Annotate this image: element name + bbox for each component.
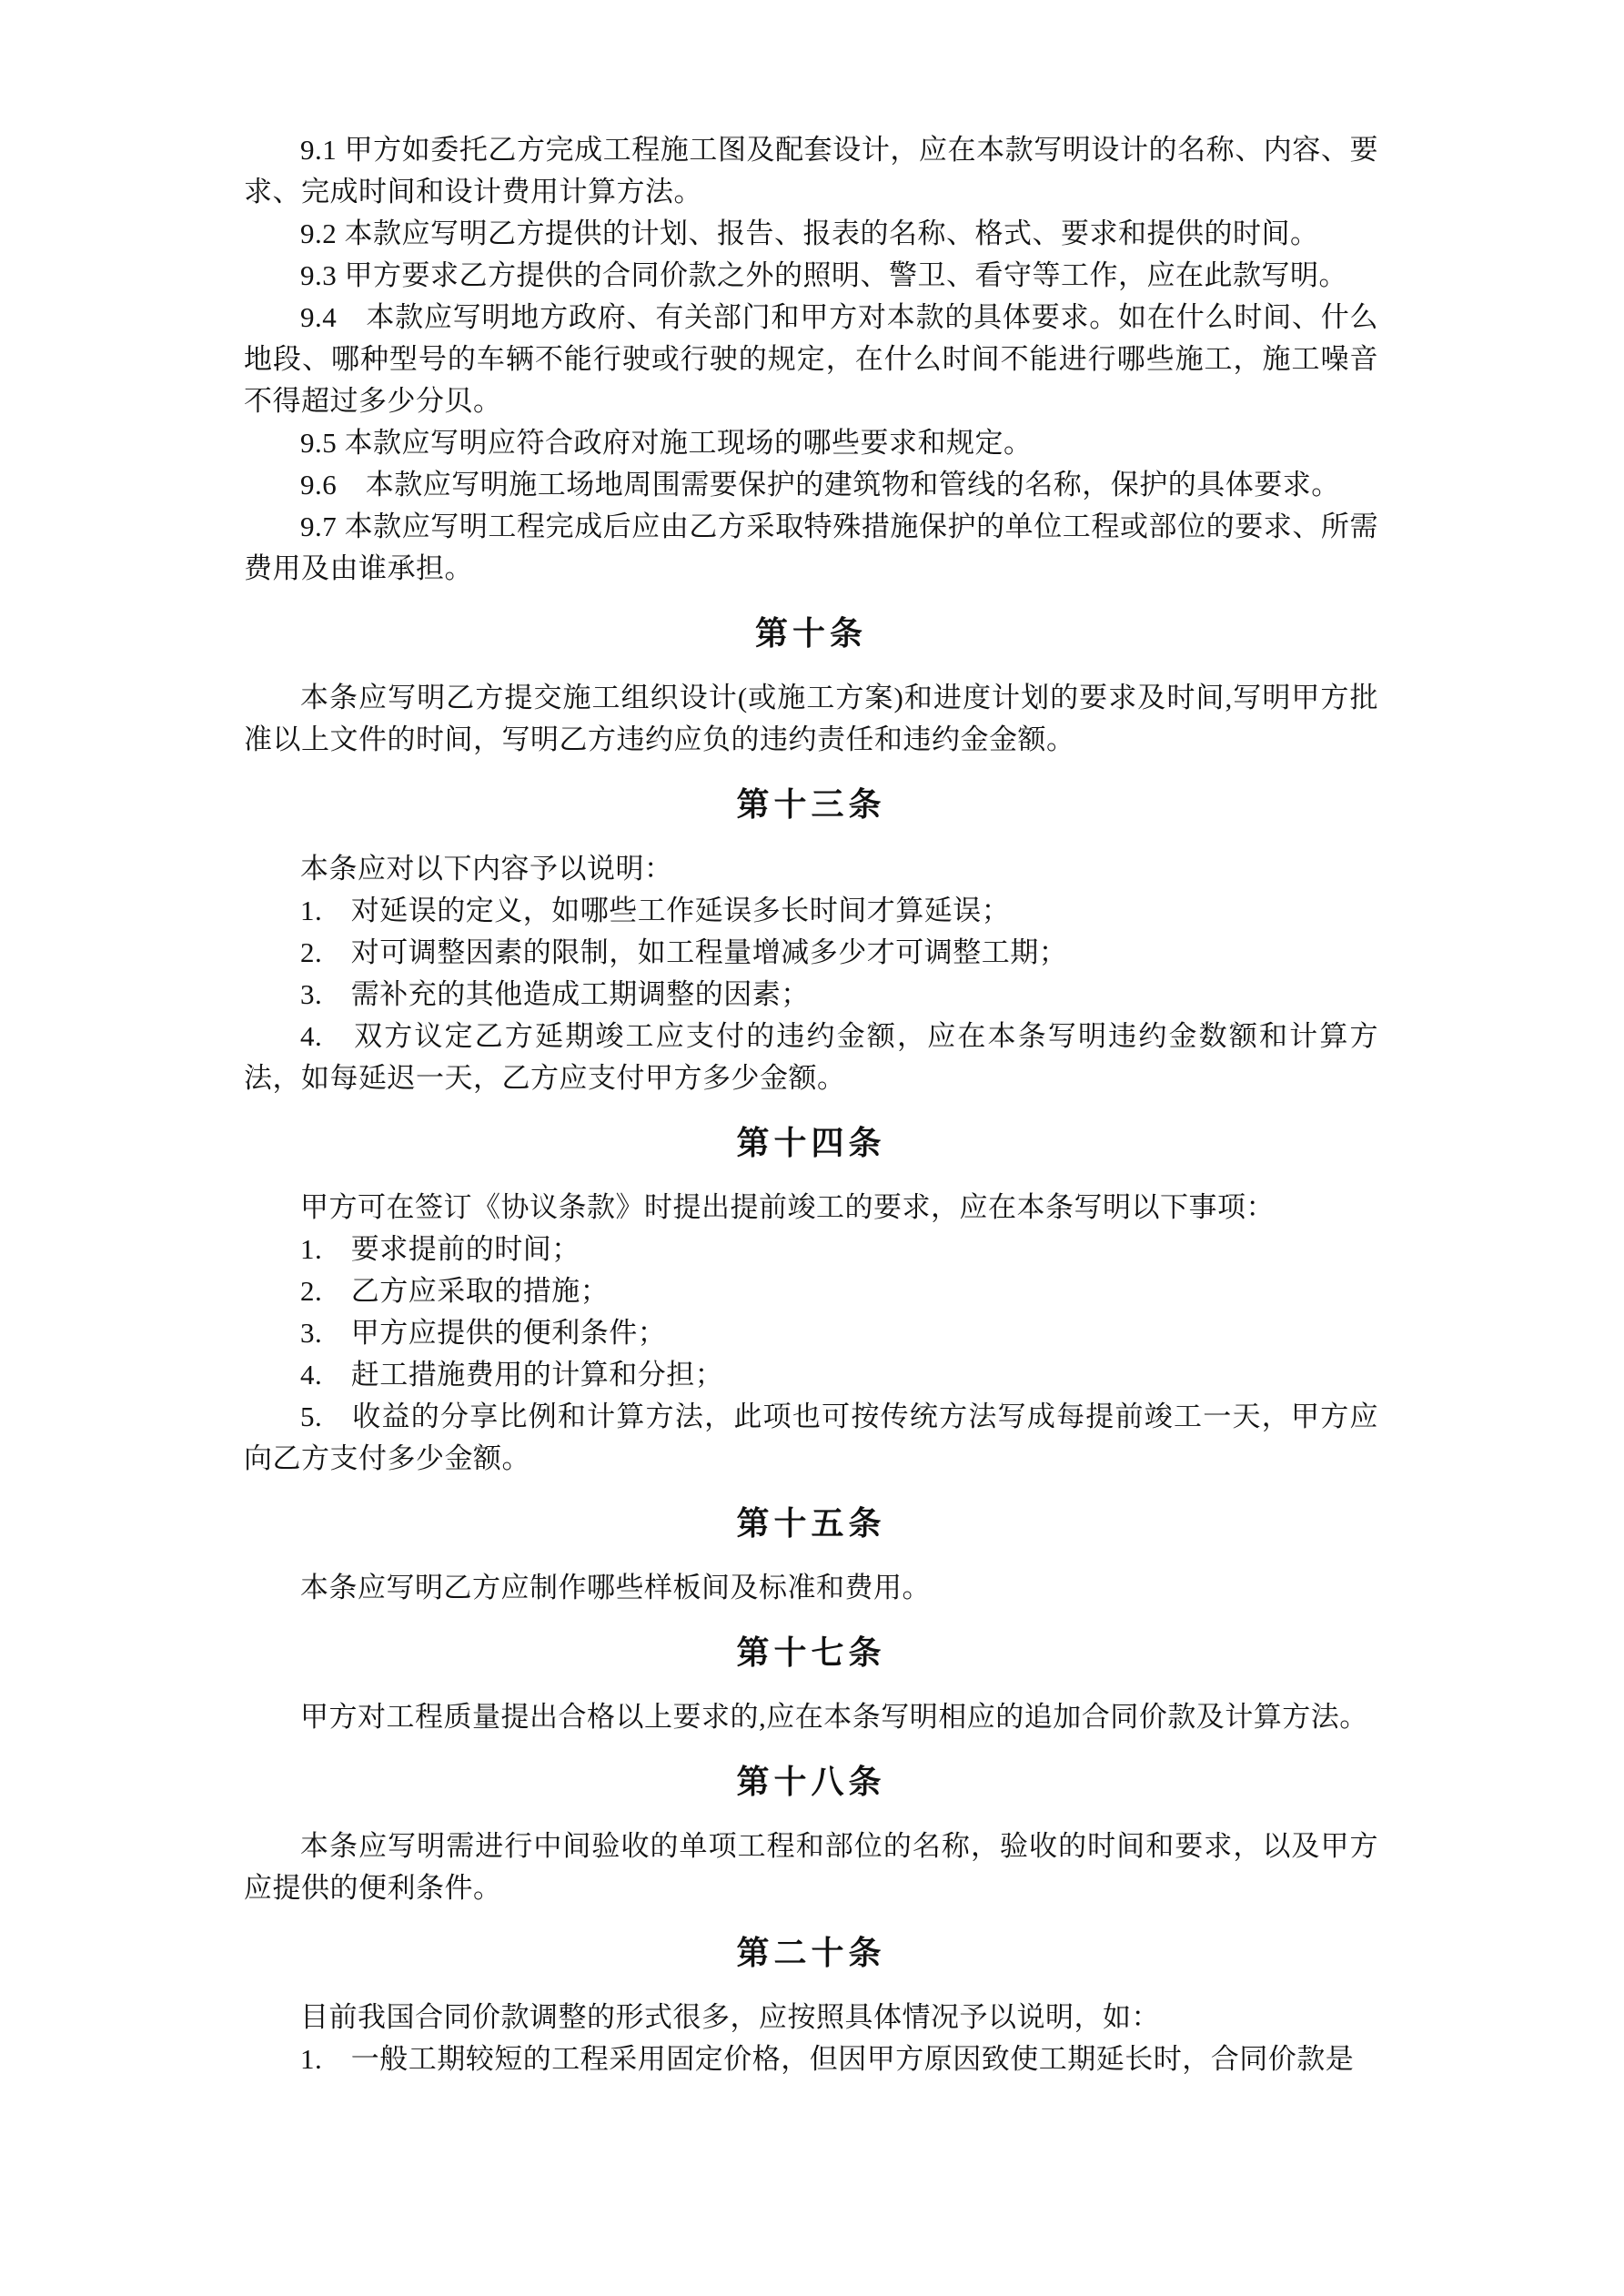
section-heading: 第十七条 [736, 1634, 886, 1671]
paragraph: 本条应写明需进行中间验收的单项工程和部位的名称，验收的时间和要求，以及甲方应提供的便利条件。 [244, 1830, 1378, 1904]
paragraph: 9.3 甲方要求乙方提供的合同价款之外的照明、警卫、看守等工作，应在此款写明。 [300, 259, 1347, 291]
list-item: 1. 一般工期较短的工程采用固定价格，但因甲方原因致使工期延长时，合同价款是 [300, 2043, 1355, 2075]
list-item: 1. 要求提前的时间； [300, 1233, 580, 1265]
section-heading: 第十五条 [736, 1505, 886, 1542]
paragraph: 9.4 本款应写明地方政府、有关部门和甲方对本款的具体要求。如在什么时间、什么地段、哪种型号的车辆不能行驶或行驶的规定，在什么时间不能进行哪些施工，施工噪音不得超过多少分贝。 [244, 301, 1378, 417]
list-item: 3. 甲方应提供的便利条件； [300, 1317, 667, 1349]
paragraph: 9.6 本款应写明施工场地周围需要保护的建筑物和管线的名称，保护的具体要求。 [300, 469, 1340, 501]
paragraph: 9.7 本款应写明工程完成后应由乙方采取特殊措施保护的单位工程或部位的要求、所需费用及由谁承担。 [244, 511, 1378, 584]
list-item: 4. 双方议定乙方延期竣工应支付的违约金额，应在本条写明违约金数额和计算方法，如每延迟一天，乙方应支付甲方多少金额。 [244, 1020, 1378, 1094]
paragraph: 本条应写明乙方提交施工组织设计(或施工方案)和进度计划的要求及时间,写明甲方批准以上文件的时间，写明乙方违约应负的违约责任和违约金金额。 [244, 682, 1378, 755]
list-item: 5. 收益的分享比例和计算方法，此项也可按传统方法写成每提前竣工一天，甲方应向乙方支付多少金额。 [244, 1401, 1378, 1474]
paragraph: 甲方对工程质量提出合格以上要求的,应在本条写明相应的追加合同价款及计算方法。 [300, 1701, 1368, 1733]
section-heading: 第十四条 [736, 1125, 886, 1161]
paragraph: 甲方可在签订《协议条款》时提出提前竣工的要求，应在本条写明以下事项： [300, 1191, 1275, 1223]
list-item: 3. 需补充的其他造成工期调整的因素； [300, 978, 810, 1010]
paragraph: 9.5 本款应写明应符合政府对施工现场的哪些要求和规定。 [300, 427, 1033, 459]
document-content [244, 129, 1378, 2080]
paragraph: 本条应写明乙方应制作哪些样板间及标准和费用。 [300, 1572, 931, 1603]
section-heading: 第十三条 [736, 786, 886, 823]
list-item: 2. 乙方应采取的措施； [300, 1275, 610, 1307]
list-item: 4. 赶工措施费用的计算和分担； [300, 1359, 724, 1391]
list-item: 2. 对可调整因素的限制，如工程量增减多少才可调整工期； [300, 936, 1068, 968]
paragraph: 本条应对以下内容予以说明： [300, 853, 673, 885]
section-heading: 第十条 [754, 615, 867, 652]
paragraph: 目前我国合同价款调整的形式很多，应按照具体情况予以说明，如： [300, 2001, 1160, 2033]
section-heading: 第二十条 [736, 1935, 886, 1971]
list-item: 1. 对延误的定义，如哪些工作延误多长时间才算延误； [300, 895, 1011, 926]
section-heading: 第十八条 [736, 1764, 886, 1800]
paragraph: 9.1 甲方如委托乙方完成工程施工图及配套设计，应在本款写明设计的名称、内容、要求、完成时间和设计费用计算方法。 [244, 134, 1378, 207]
paragraph: 9.2 本款应写明乙方提供的计划、报告、报表的名称、格式、要求和提供的时间。 [300, 217, 1319, 249]
